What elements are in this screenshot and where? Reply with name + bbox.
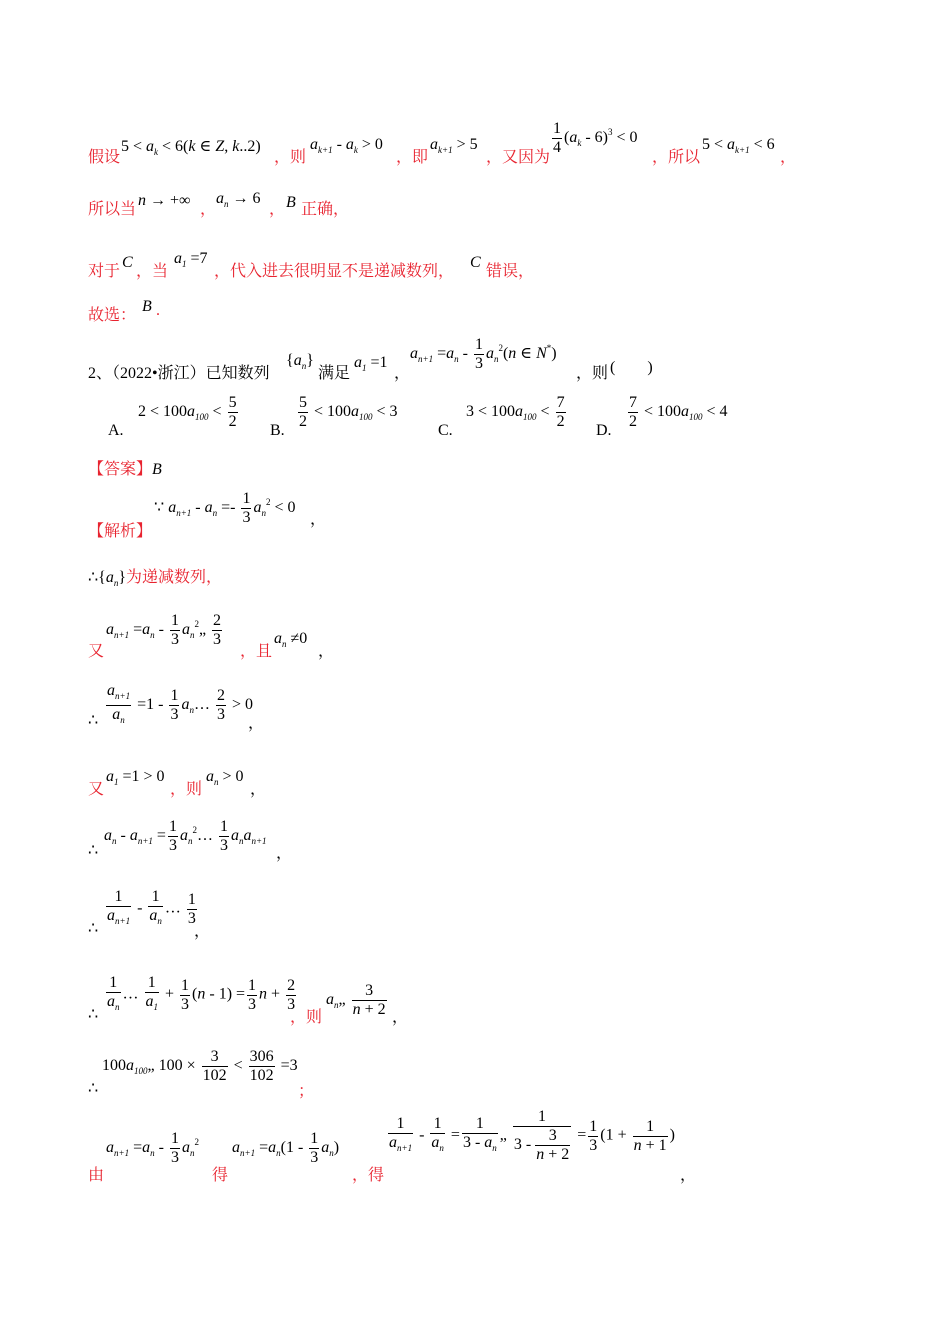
text: ，即 <box>396 149 429 166</box>
question-number: 2、（2022•浙江）已知数列 <box>88 365 270 382</box>
math-s10c: $\frac{1}{a_{n+1}}$ - $\frac{1}{a_n}$ = $\frac{1}{3 - a_n}$ „ 1 3 - $\frac{3}{n + 2}$ = $\frac{1}{3}$ (1 + $\frac{1}{n + 1}$ ) <box>389 1108 675 1163</box>
text: ， <box>200 201 217 218</box>
math-s8: $\frac{1}{a_n}$ … $\frac{1}{a_1}$ + $\frac{1}{3}$ (n - 1) = $\frac{1}{3}$ n + $\frac{2}{3}$ <box>107 974 296 1013</box>
text: ， <box>392 1009 409 1026</box>
math-s10a: $a_{n+1} =a_n$ - $\frac{1}{3}$ $a_n^2$ <box>106 1130 199 1166</box>
math-c: C <box>122 254 133 271</box>
math-range2: $5 < a_{k+1} < 6$ <box>702 136 775 155</box>
math-s5b: $a_n > 0$ <box>206 768 244 787</box>
text: ， <box>250 781 267 798</box>
text: . <box>156 302 160 319</box>
analysis-label: 【解析】 <box>88 523 153 540</box>
text: ， <box>248 715 265 732</box>
math-cube: $\frac{1}{4}$ $(a_k - 6)^3 < 0$ <box>553 120 638 156</box>
math-c: C <box>470 254 481 271</box>
text: 所以当 <box>88 201 137 218</box>
option-d-label[interactable]: D. <box>596 422 612 439</box>
text: 假设 <box>88 149 121 166</box>
math-s10b: $a_{n+1} =a_n(1$ - $\frac{1}{3}$ $a_n$) <box>232 1130 340 1166</box>
text: 又 <box>88 781 105 798</box>
answer-value: B <box>152 461 162 478</box>
text: 对于 <box>88 263 121 280</box>
math-b: B <box>142 298 152 315</box>
text: ，所以 <box>652 149 701 166</box>
text: ，又因为 <box>486 149 551 166</box>
text: ，则 <box>576 365 609 382</box>
text: ，则 <box>290 1009 323 1026</box>
math-diff: $a_{k+1} - a_k > 0$ <box>310 136 383 155</box>
text: 又 <box>88 643 105 660</box>
math-recurrence: $a_{n+1} =a_n$ - $\frac{1}{3}$ $a_n^2(n$ ∈ N*) <box>410 336 557 372</box>
math-s5: $a_1 =1 > 0$ <box>106 768 165 787</box>
text: ，得 <box>352 1167 385 1184</box>
option-b-expr: $\frac{5}{2}$ < $100a_{100} < 3$ <box>299 394 398 430</box>
text: 由 <box>88 1167 105 1184</box>
text: ，则 <box>274 149 307 166</box>
analysis-line-2 <box>88 564 222 588</box>
math-s6: $a_n - a_{n+1}$ = $\frac{1}{3}$ $a_n^2\dots$ $\frac{1}{3}$ $a_na_{n+1}$ <box>104 818 267 854</box>
math-a1: $a_1 =1$ <box>354 354 388 373</box>
text: 错误， <box>486 263 535 280</box>
math-a1-7: $a_1 =7$ <box>174 250 208 269</box>
option-a-label[interactable]: A. <box>108 422 124 439</box>
math-s1: ∵ $a_{n+1} - a_n$ =- $\frac{1}{3}$ $a_n^2 < 0$ <box>154 490 296 526</box>
math-seq: $\{a_n\}$ <box>286 352 314 371</box>
therefore-icon: ∴ <box>88 1006 99 1023</box>
math-gt5: $a_{k+1} > 5$ <box>430 136 478 155</box>
math-s7: $\frac{1}{a_{n+1}}$ - $\frac{1}{a_n}$ … $\frac{1}{3}$ <box>107 888 196 927</box>
text: ，当 <box>136 263 169 280</box>
text: 正确， <box>301 201 350 218</box>
math-s4: $\frac{a_{n+1}}{a_n}$ =1 - $\frac{1}{3}$ $a_n\dots$ $\frac{2}{3}$ > 0 <box>107 682 253 725</box>
math-s8b: $a_n„$ $\frac{3}{n + 2}$ <box>326 982 386 1018</box>
text: ； <box>298 1083 315 1100</box>
math-limit: n → +∞ <box>138 192 191 209</box>
text: 得 <box>212 1167 229 1184</box>
option-c-label[interactable]: C. <box>438 422 453 439</box>
answer-blank: ( ) <box>610 359 653 376</box>
text: ， <box>780 149 797 166</box>
text: ，则 <box>170 781 203 798</box>
therefore-icon: ∴ <box>88 842 99 859</box>
text: ，且 <box>240 643 273 660</box>
text: ， <box>394 365 411 382</box>
option-b-label[interactable]: B. <box>270 422 285 439</box>
math-b: B <box>286 194 296 211</box>
math-an6: $a_n \to 6$ <box>216 190 261 209</box>
math-s3b: $a_n \ne 0$ <box>274 630 308 649</box>
math-s3: $a_{n+1} =a_n$ - $\frac{1}{3}$ $a_n^2„$ $\frac{2}{3}$ <box>106 612 222 648</box>
text: ，代入进去很明显不是递减数列， <box>214 263 455 280</box>
text: ， <box>269 201 286 218</box>
text: ， <box>194 923 211 940</box>
answer-line <box>88 456 162 479</box>
math-range: $5 < a_k < 6(k$ ∈ Z, k..2) <box>121 138 261 157</box>
text: 为递减数列， <box>126 569 223 586</box>
text: 故选： <box>88 307 137 324</box>
text: ， <box>680 1167 697 1184</box>
math-seq: $\therefore\{a_n\}$ <box>88 569 127 588</box>
option-d-expr: $\frac{7}{2}$ < $100a_{100} < 4$ <box>629 394 728 430</box>
text: ， <box>310 511 327 528</box>
answer-label: 【答案】 <box>88 461 153 478</box>
text: ， <box>276 845 293 862</box>
text: 满足 <box>318 365 351 382</box>
math-s9: $100a_{100}„$ 100 × $\frac{3}{102}$ < $\frac{306}{102}$ =3 <box>102 1048 298 1084</box>
therefore-icon: ∴ <box>88 920 99 937</box>
option-c-expr: $3 < 100a_{100}$ < $\frac{7}{2}$ <box>466 394 565 430</box>
option-a-expr: $2 < 100a_{100}$ < $\frac{5}{2}$ <box>138 394 237 430</box>
therefore-icon: ∴ <box>88 712 99 729</box>
therefore-icon: ∴ <box>88 1080 99 1097</box>
text: ， <box>318 643 335 660</box>
